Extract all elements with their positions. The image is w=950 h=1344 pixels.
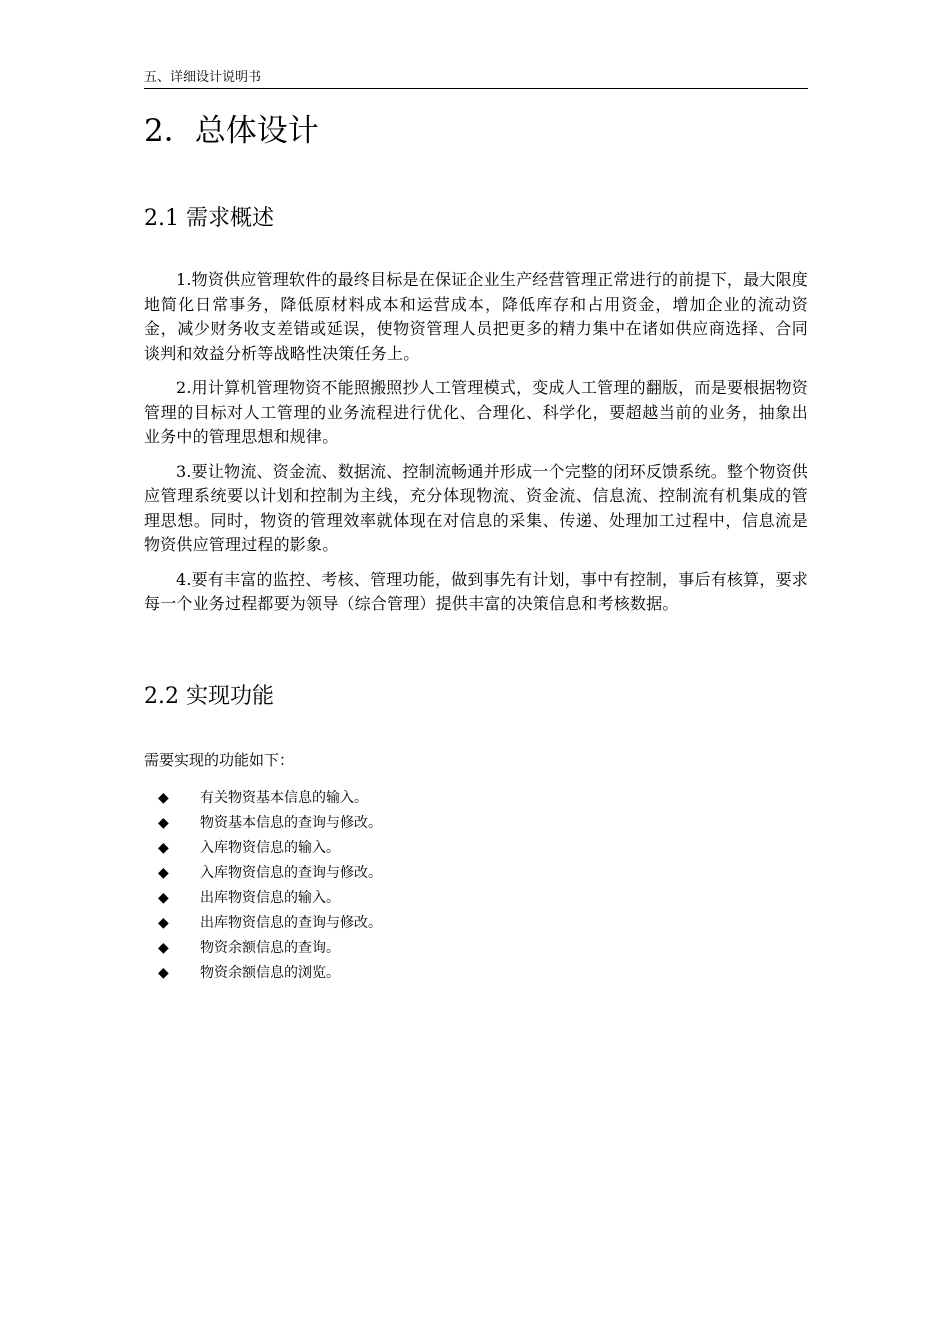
list-item <box>158 811 382 836</box>
list-item <box>158 786 382 811</box>
function-list <box>158 786 382 986</box>
section-title-requirements: 2.1 需求概述 <box>144 206 274 231</box>
list-item-text: 出库物资信息的输入。 <box>200 890 340 906</box>
list-item-text: 入库物资信息的查询与修改。 <box>200 865 382 881</box>
requirement-paragraph-4: 4.要有丰富的监控、考核、管理功能，做到事先有计划，事中有控制，事后有核算，要求每一个业务过程都要为领导（综合管理）提供丰富的决策信息和考核数据。 <box>144 569 808 613</box>
list-item-text: 物资余额信息的浏览。 <box>200 965 340 981</box>
header-rule <box>144 88 808 89</box>
functions-intro: 需要实现的功能如下： <box>144 751 295 769</box>
requirement-paragraph-1: 1.物资供应管理软件的最终目标是在保证企业生产经营管理正常进行的前提下，最大限度地简化日常事务，降低原材料成本和运营成本，降低库存和占用资金，增加企业的流动资金，减少财务收支差错或延误，使物资管理人员把更多的精力集中在诸如供应商选择、合同谈判和效益分析等战略性决策任务上。 <box>144 270 808 363</box>
diamond-bullet-icon: ◆ <box>158 890 169 906</box>
requirement-paragraph-3: 3.要让物流、资金流、数据流、控制流畅通并形成一个完整的闭环反馈系统。整个物资供应管理系统要以计划和控制为主线，充分体现物流、资金流、信息流、控制流有机集成的管理思想。同时，物资的管理效率就体现在对信息的采集、传递、处理加工过程中，信息流是物资供应管理过程的影象。 <box>144 461 808 554</box>
list-item <box>158 936 382 961</box>
list-item-text: 入库物资信息的输入。 <box>200 840 340 856</box>
diamond-bullet-icon: ◆ <box>158 965 169 981</box>
section-title-functions: 2.2 实现功能 <box>144 684 274 709</box>
diamond-bullet-icon: ◆ <box>158 815 169 831</box>
diamond-bullet-icon: ◆ <box>158 840 169 856</box>
diamond-bullet-icon: ◆ <box>158 915 169 931</box>
chapter-title: 2．总体设计 <box>144 113 319 149</box>
list-item-text: 物资余额信息的查询。 <box>200 940 340 956</box>
list-item <box>158 886 382 911</box>
list-item-text: 出库物资信息的查询与修改。 <box>200 915 382 931</box>
diamond-bullet-icon: ◆ <box>158 790 169 806</box>
requirement-paragraph-2: 2.用计算机管理物资不能照搬照抄人工管理模式，变成人工管理的翻版，而是要根据物资管理的目标对人工管理的业务流程进行优化、合理化、科学化，要超越当前的业务，抽象出业务中的管理思想和规律。 <box>144 378 808 446</box>
list-item <box>158 836 382 861</box>
running-header: 五、详细设计说明书 <box>144 70 262 85</box>
requirements-body <box>144 268 808 627</box>
list-item <box>158 861 382 886</box>
diamond-bullet-icon: ◆ <box>158 865 169 881</box>
list-item-text: 物资基本信息的查询与修改。 <box>200 815 382 831</box>
list-item <box>158 911 382 936</box>
list-item-text: 有关物资基本信息的输入。 <box>200 790 368 806</box>
list-item <box>158 961 382 986</box>
diamond-bullet-icon: ◆ <box>158 940 169 956</box>
